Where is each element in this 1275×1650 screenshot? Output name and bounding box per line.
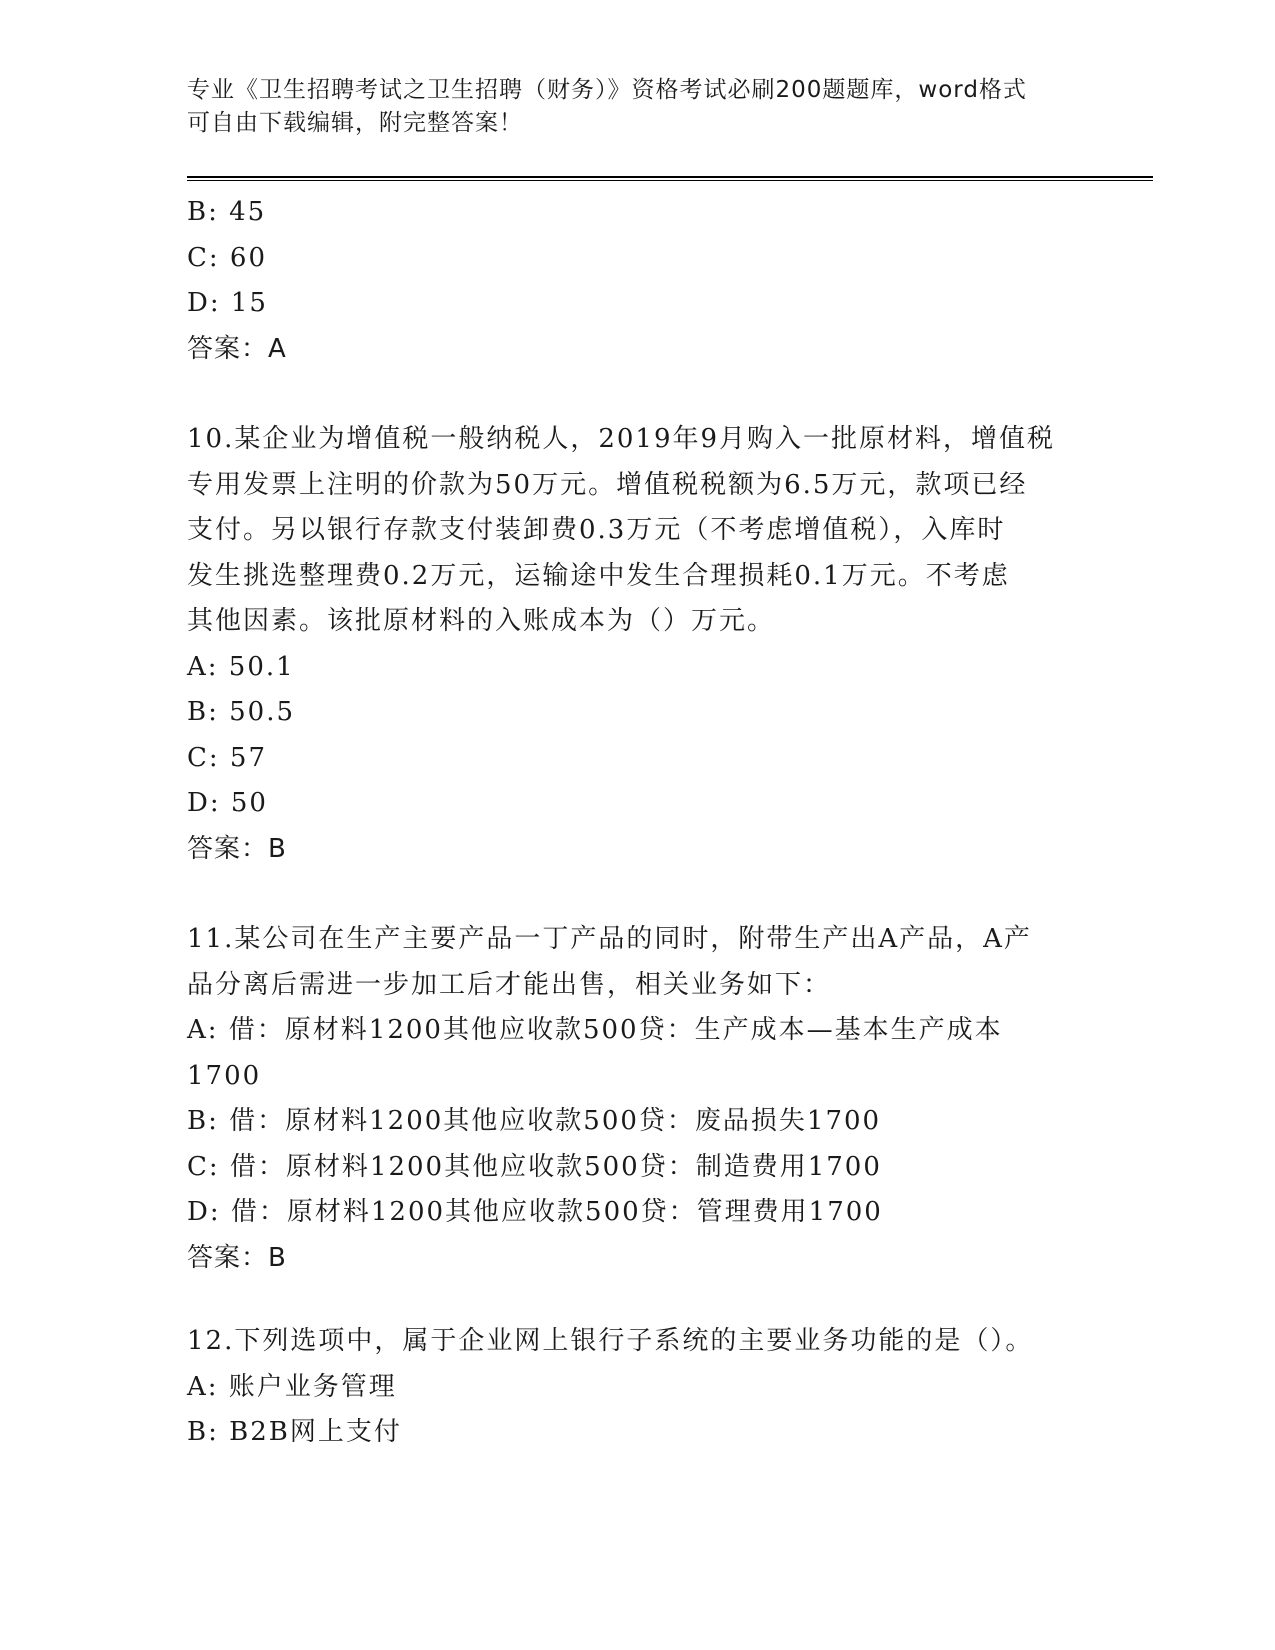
option-a: A: 借：原材料1200其他应收款500贷：生产成本—基本生产成本 (187, 1015, 1003, 1045)
question-stem-line: 品分离后需进一步加工后才能出售，相关业务如下： (187, 969, 832, 1000)
spacer (187, 372, 1097, 417)
option-b: B: 借：原材料1200其他应收款500贷：废品损失1700 (187, 1106, 882, 1136)
question-stem-line: 其他因素。该批原材料的入账成本为（）万元。 (187, 606, 776, 636)
option-d: D: 借：原材料1200其他应收款500贷：管理费用1700 (187, 1197, 883, 1227)
question-stem-line: 专用发票上注明的价款为50万元。增值税税额为6.5万元，款项已经 (187, 469, 1028, 500)
spacer (187, 1281, 1097, 1319)
header-title-line-1: 专业《卫生招聘考试之卫生招聘（财务）》资格考试必刷200题题库，word格式 (187, 77, 1027, 103)
option-d: D: 50 (187, 788, 268, 818)
option-d: D: 15 (187, 288, 268, 318)
question-stem-line: 支付。另以银行存款支付装卸费0.3万元（不考虑增值税），入库时 (187, 515, 1006, 545)
question-content (187, 190, 1097, 1456)
option-a-continued: 1700 (187, 1060, 262, 1091)
header-divider (187, 176, 1153, 181)
option-c: C: 借：原材料1200其他应收款500贷：制造费用1700 (187, 1151, 882, 1182)
option-c: C: 57 (187, 742, 268, 773)
option-a: A: 50.1 (187, 651, 295, 682)
answer: 答案：B (187, 1242, 287, 1273)
option-b: B: 45 (187, 197, 267, 227)
question-10 (187, 417, 1097, 872)
question-stem-line: 发生挑选整理费0.2万元，运输途中发生合理损耗0.1万元。不考虑 (187, 560, 1010, 591)
question-stem-line: 11.某公司在生产主要产品一丁产品的同时，附带生产出A产品，A产 (187, 924, 1032, 954)
spacer (187, 872, 1097, 917)
page-header (187, 74, 1087, 140)
question-9-tail (187, 190, 1097, 372)
question-11 (187, 917, 1097, 1281)
option-b: B: B2B网上支付 (187, 1417, 402, 1447)
answer: 答案：B (187, 833, 287, 864)
question-stem-line: 12.下列选项中，属于企业网上银行子系统的主要业务功能的是（）。 (187, 1326, 1034, 1356)
option-a: A: 账户业务管理 (187, 1371, 397, 1402)
question-stem-line: 10.某企业为增值税一般纳税人，2019年9月购入一批原材料，增值税 (187, 424, 1056, 454)
header-title-line-2: 可自由下载编辑，附完整答案！ (187, 110, 523, 136)
answer: 答案：A (187, 333, 287, 364)
option-b: B: 50.5 (187, 697, 296, 727)
question-12 (187, 1319, 1097, 1456)
option-c: C: 60 (187, 242, 268, 273)
